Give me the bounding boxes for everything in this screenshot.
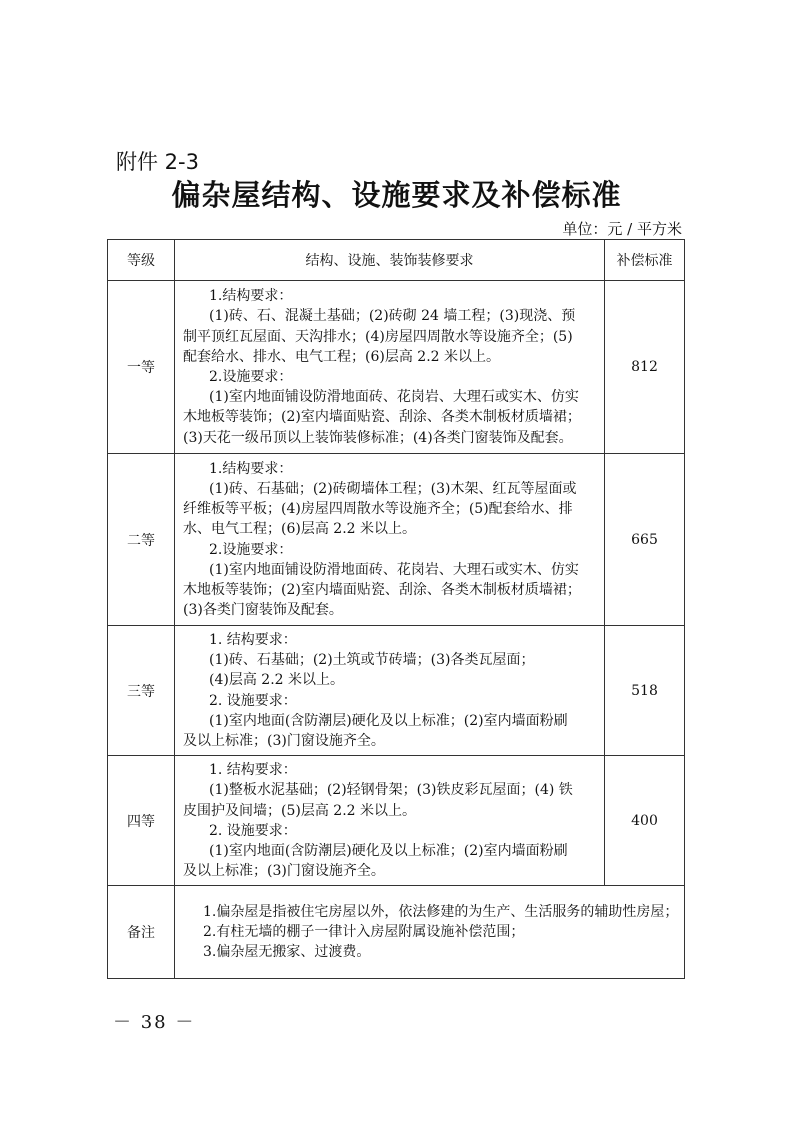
requirement-line: 皮围护及间墙；(5)层高 2.2 米以上。	[183, 802, 416, 819]
table-row	[108, 454, 685, 626]
header-requirements: 结构、设施、装饰装修要求	[175, 240, 605, 281]
requirements-cell	[175, 281, 605, 454]
requirement-line: (1)室内地面铺设防滑地面砖、花岗岩、大理石或实木、仿实	[209, 389, 579, 406]
requirement-line: (3)天花一级吊顶以上装饰装修标准；(4)各类门窗装饰及配套。	[183, 429, 573, 446]
requirement-line: (1)室内地面(含防潮层)硬化及以上标准；(2)室内墙面粉刷	[209, 843, 568, 860]
note-line: 2.有柱无墙的棚子一律计入房屋附属设施补偿范围；	[203, 924, 525, 941]
note-line: 3.偏杂屋无搬家、过渡费。	[203, 944, 371, 961]
requirement-line: (4)层高 2.2 米以上。	[209, 672, 344, 689]
note-label: 备注	[108, 886, 175, 979]
requirements-cell	[175, 756, 605, 886]
grade-cell: 三等	[108, 626, 175, 756]
requirement-line: 1.结构要求：	[209, 460, 293, 477]
table-row	[108, 626, 685, 756]
grade-cell: 一等	[108, 281, 175, 454]
requirement-line: (3)各类门窗装饰及配套。	[183, 602, 343, 619]
price-cell: 812	[605, 281, 685, 454]
requirement-line: 木地板等装饰；(2)室内墙面贴瓷、刮涂、各类木制板材质墙裙；	[183, 581, 581, 598]
header-grade: 等级	[108, 240, 175, 281]
requirement-line: (1)砖、石、混凝土基础；(2)砖砌 24 墙工程；(3)现浇、预	[209, 308, 576, 325]
requirement-line: 纤维板等平板；(4)房屋四周散水等设施齐全；(5)配套给水、排	[183, 501, 573, 518]
requirement-line: 2.设施要求：	[209, 541, 293, 558]
requirement-line: 配套给水、排水、电气工程；(6)层高 2.2 米以上。	[183, 348, 500, 365]
price-cell: 665	[605, 454, 685, 626]
requirement-line: 2. 设施要求：	[209, 692, 297, 709]
requirement-line: (1)整板水泥基础；(2)轻钢骨架；(3)铁皮彩瓦屋面；(4) 铁	[209, 782, 573, 799]
grade-cell: 二等	[108, 454, 175, 626]
requirement-line: 制平顶红瓦屋面、天沟排水；(4)房屋四周散水等设施齐全；(5)	[183, 328, 573, 345]
requirement-line: 1.结构要求：	[209, 288, 293, 305]
requirements-cell	[175, 626, 605, 756]
note-row	[108, 886, 685, 979]
table-row	[108, 281, 685, 454]
table-row	[108, 756, 685, 886]
table-header-row	[108, 240, 685, 281]
requirement-line: 及以上标准；(3)门窗设施齐全。	[183, 863, 385, 880]
requirement-line: 木地板等装饰；(2)室内墙面贴瓷、刮涂、各类木制板材质墙裙；	[183, 409, 581, 426]
price-cell: 400	[605, 756, 685, 886]
requirement-line: (1)砖、石基础；(2)土筑或节砖墙；(3)各类瓦屋面；	[209, 652, 535, 669]
unit-label: 单位：元 / 平方米	[562, 220, 682, 238]
requirements-cell	[175, 454, 605, 626]
grade-cell: 四等	[108, 756, 175, 886]
note-line: 1.偏杂屋是指被住宅房屋以外，依法修建的为生产、生活服务的辅助性房屋；	[203, 904, 679, 921]
note-cell	[175, 886, 685, 979]
requirement-line: 及以上标准；(3)门窗设施齐全。	[183, 733, 385, 750]
requirement-line: 1. 结构要求：	[209, 762, 297, 779]
requirement-line: 2. 设施要求：	[209, 822, 297, 839]
requirement-line: (1)室内地面铺设防滑地面砖、花岗岩、大理石或实木、仿实	[209, 561, 579, 578]
compensation-table	[107, 239, 685, 979]
requirement-line: 水、电气工程；(6)层高 2.2 米以上。	[183, 521, 416, 538]
requirement-line: 1. 结构要求：	[209, 632, 297, 648]
page-number: － 38 －	[113, 1012, 196, 1033]
requirement-line: (1)室内地面(含防潮层)硬化及以上标准；(2)室内墙面粉刷	[209, 712, 568, 729]
price-cell: 518	[605, 626, 685, 756]
attachment-label: 附件 2-3	[116, 150, 199, 174]
header-price: 补偿标准	[605, 240, 685, 281]
requirement-line: 2.设施要求：	[209, 369, 293, 385]
page-title: 偏杂屋结构、设施要求及补偿标准	[171, 178, 622, 212]
requirement-line: (1)砖、石基础；(2)砖砌墙体工程；(3)木架、红瓦等屋面或	[209, 480, 577, 497]
